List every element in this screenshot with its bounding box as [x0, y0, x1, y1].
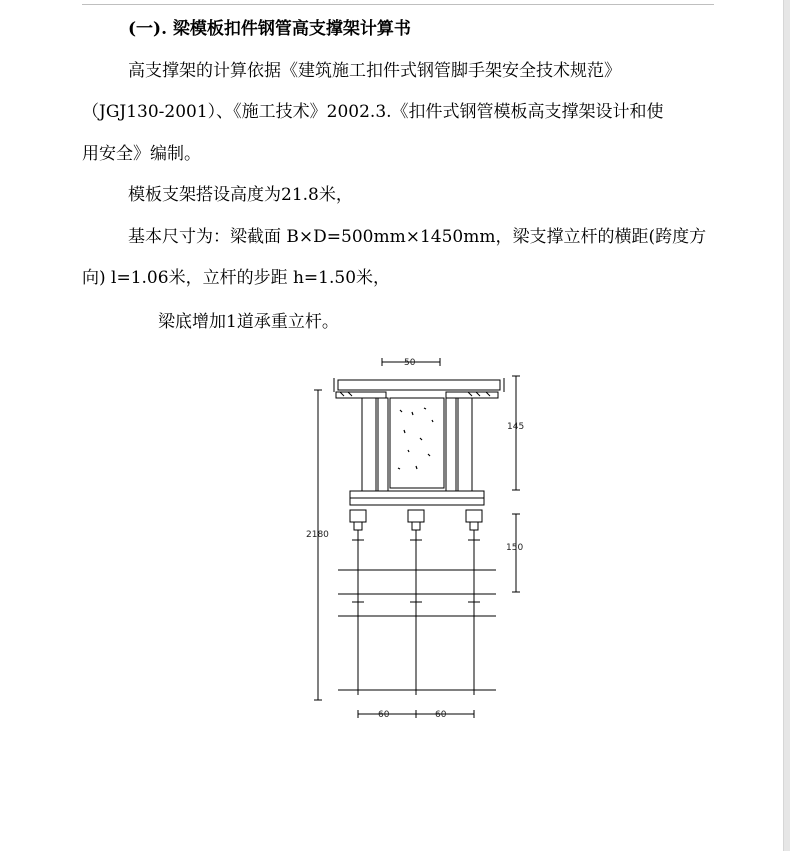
- dim-label-60-left: 60: [378, 710, 390, 720]
- right-side-post: [458, 398, 472, 491]
- paragraph-1-line-1: 高支撑架的计算依据《建筑施工扣件式钢管脚手架安全技术规范》: [128, 61, 621, 81]
- right-slab-formwork: [446, 392, 498, 398]
- support-left: [350, 510, 366, 695]
- paragraph-1-line-3: 用安全》编制。: [82, 144, 201, 164]
- paragraph-4: 梁底增加1道承重立杆。: [158, 312, 339, 332]
- section-heading: (一). 梁模板扣件钢管高支撑架计算书: [128, 19, 411, 39]
- paragraph-2: 模板支架搭设高度为21.8米，: [128, 185, 353, 205]
- paragraph-1-line-2: （JGJ130-2001）、《施工技术》2002.3.《扣件式钢管模板高支撑架设计和使: [82, 102, 664, 122]
- dim-label-150: 150: [506, 543, 524, 553]
- dim-label-60-right: 60: [435, 710, 447, 720]
- vertical-scrollbar[interactable]: [783, 0, 790, 851]
- support-right: [466, 510, 482, 695]
- paragraph-3-line-2: 向) l=1.06米，立杆的步距 h=1.50米，: [82, 268, 391, 288]
- left-side-form: [378, 398, 388, 491]
- formwork-support-diagram: [300, 350, 530, 730]
- page-top-divider: [82, 4, 714, 5]
- right-side-form: [446, 398, 456, 491]
- floor-slab: [338, 380, 500, 390]
- support-middle: [408, 510, 424, 695]
- left-side-post: [362, 398, 376, 491]
- paragraph-3-line-1: 基本尺寸为：梁截面 B×D=500mm×1450mm，梁支撑立杆的横距(跨度方: [128, 227, 707, 247]
- dim-label-top: 50: [404, 358, 416, 368]
- dim-label-145: 145: [507, 422, 525, 432]
- concrete-beam: [390, 398, 444, 488]
- dim-label-2180: 2180: [306, 530, 329, 540]
